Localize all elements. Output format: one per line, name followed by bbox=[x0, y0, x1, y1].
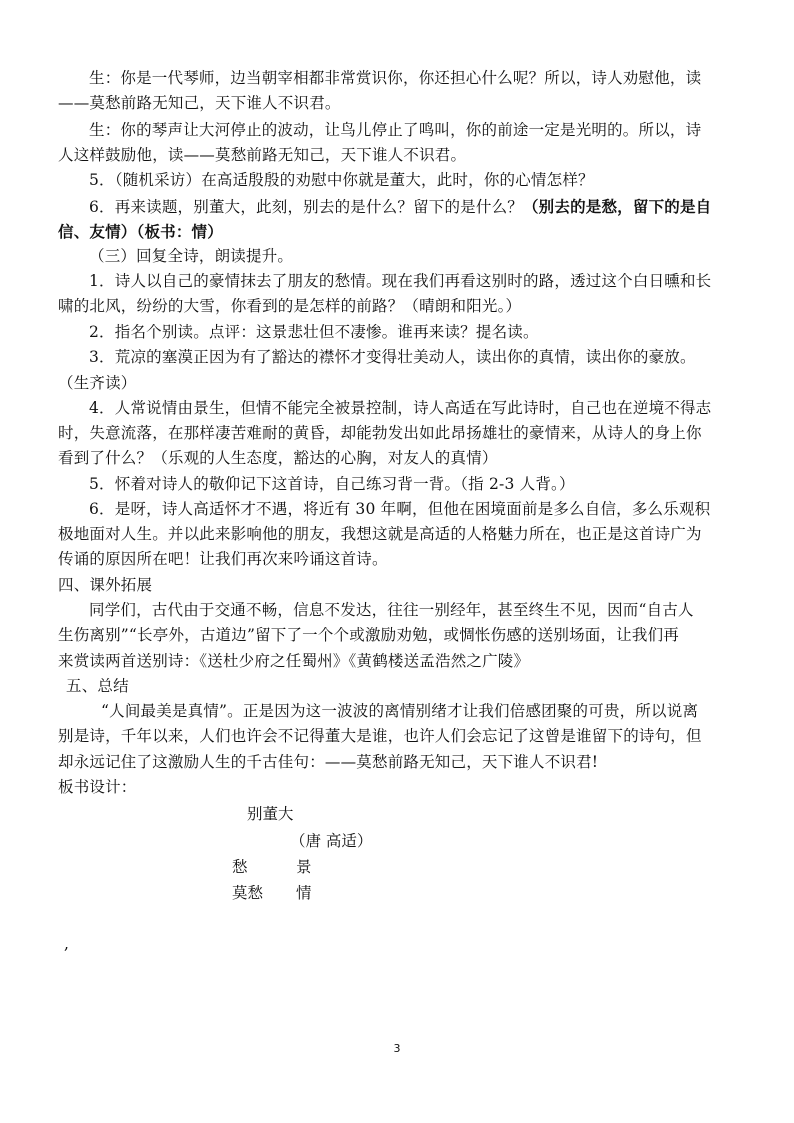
paragraph-line: 6．是呀，诗人高适怀才不遇，将近有 30 年啊，但他在困境面前是多么自信，多么乐观积 bbox=[89, 500, 711, 518]
board-item: 情 bbox=[296, 884, 312, 902]
section-heading: 五、总结 bbox=[66, 677, 129, 695]
paragraph-line: 看到了什么？（乐观的人生态度，豁达的心胸，对友人的真情） bbox=[58, 449, 498, 467]
paragraph-line: 别是诗，千年以来，人们也许会不记得董大是谁，也许人们会忘记了这曾是谁留下的诗句，但 bbox=[58, 727, 702, 745]
board-design-label: 板书设计： bbox=[58, 778, 137, 796]
paragraph-line: “人间最美是真情”。正是因为这一波波的离情别绪才让我们倍感团聚的可贵，所以说离 bbox=[101, 702, 699, 720]
paragraph-line: 2．指名个别读。点评：这景悲壮但不凄惨。谁再来读？提名读。 bbox=[89, 323, 539, 341]
paragraph-line: 5．怀着对诗人的敬仰记下这首诗，自己练习背一背。（指 2-3 人背。） bbox=[89, 475, 575, 493]
paragraph-line: 人这样鼓励他，读——莫愁前路无知己，天下谁人不识君。 bbox=[58, 146, 467, 164]
paragraph-line: 生：你的琴声让大河停止的波动，让鸟儿停止了鸣叫，你的前途一定是光明的。所以，诗 bbox=[89, 121, 702, 139]
paragraph-line: 传诵的原因所在吧！让我们再次来吟诵这首诗。 bbox=[58, 550, 388, 568]
section-heading: （三）回复全诗，朗读提升。 bbox=[89, 247, 294, 265]
paragraph-line: 来赏读两首送别诗：《送杜少府之任蜀州》《黄鹤楼送孟浩然之广陵》 bbox=[58, 652, 530, 670]
paragraph-line: 却永远记住了这激励人生的千古佳句：——莫愁前路无知己，天下谁人不识君! bbox=[58, 753, 599, 771]
paragraph-line: （生齐读） bbox=[58, 374, 137, 392]
paragraph-line: 啸的北风，纷纷的大雪，你看到的是怎样的前路？（晴朗和阳光。） bbox=[58, 297, 522, 315]
board-author: （唐 高适） bbox=[290, 832, 373, 850]
paragraph-line: 1．诗人以自己的豪情抹去了朋友的愁情。现在我们再看这别时的路，透过这个白日曛和长 bbox=[89, 272, 712, 290]
bold-answer-line: 信、友情）（板书：情） bbox=[58, 222, 223, 241]
board-item: 景 bbox=[296, 858, 312, 876]
page-number: 3 bbox=[393, 1042, 401, 1055]
section-heading: 四、课外拓展 bbox=[58, 576, 153, 594]
paragraph-line: 4．人常说情由景生，但情不能完全被景控制，诗人高适在写此诗时，自己也在逆境不得志 bbox=[89, 399, 712, 417]
board-title: 别董大 bbox=[247, 805, 294, 823]
paragraph-line: 同学们，古代由于交通不畅，信息不发达，往往一别经年，甚至终生不见，因而“自古人 bbox=[89, 601, 694, 619]
paragraph-line: 极地面对人生。并以此来影响他的朋友，我想这就是高适的人格魅力所在，也正是这首诗广为 bbox=[58, 525, 702, 543]
paragraph-line: 生：你是一代琴师，边当朝宰相都非常赏识你，你还担心什么呢？所以，诗人劝慰他，读 bbox=[89, 69, 702, 87]
paragraph-line: ——莫愁前路无知己，天下谁人不识君。 bbox=[58, 94, 341, 112]
bold-answer: （别去的是愁，留下的是自 bbox=[522, 197, 712, 216]
board-item: 愁 bbox=[232, 858, 248, 876]
paragraph-line bbox=[58, 194, 738, 220]
paragraph-line: 时，失意流落，在那样凄苦难耐的黄昏，却能勃发出如此昂扬雄壮的豪情来，从诗人的身上你 bbox=[58, 424, 702, 442]
board-item: 莫愁 bbox=[232, 884, 264, 902]
paragraph-line: 生伤离别”“长亭外，古道边”留下了一个个或激励劝勉，或惆怅伤感的送别场面，让我们再 bbox=[58, 626, 679, 644]
question-text: 6．再来读题，别董大，此刻，别去的是什么？留下的是什么？ bbox=[89, 198, 523, 216]
paragraph-line: 3．荒凉的塞漠正因为有了豁达的襟怀才变得壮美动人，读出你的真情，读出你的豪放。 bbox=[89, 348, 696, 366]
paragraph-line: 5．（随机采访）在高适殷殷的劝慰中你就是董大，此时，你的心情怎样？ bbox=[89, 171, 594, 189]
stray-comma: , bbox=[64, 935, 69, 953]
